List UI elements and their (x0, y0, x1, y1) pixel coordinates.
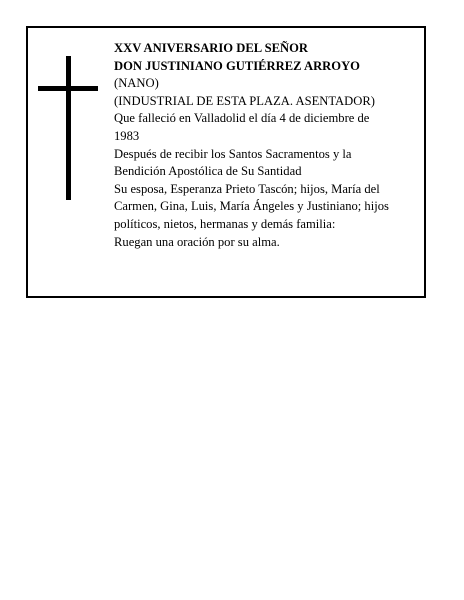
notice-family-line2: Carmen, Gina, Luis, María Ángeles y Justiniano; hijos (114, 199, 389, 214)
notice-family-line1: Su esposa, Esperanza Prieto Tascón; hijos, María del (114, 181, 380, 196)
notice-heading-line1: XXV ANIVERSARIO DEL SEÑOR (114, 41, 308, 55)
notice-family-line3: políticos, nietos, hermanas y demás familia: (114, 216, 336, 231)
notice-sacraments-line1: Después de recibir los Santos Sacramentos y la (114, 146, 352, 161)
cross-horizontal-bar (38, 86, 98, 91)
notice-occupation: (INDUSTRIAL DE ESTA PLAZA. ASENTADOR) (114, 93, 375, 108)
notice-text (114, 40, 418, 251)
cross-icon (38, 56, 98, 200)
notice-sacraments-line2: Bendición Apostólica de Su Santidad (114, 164, 302, 179)
notice-prayer: Ruegan una oración por su alma. (114, 234, 280, 249)
notice-death-line1: Que falleció en Valladolid el día 4 de diciembre de (114, 111, 370, 126)
notice-death-line2: 1983 (114, 128, 140, 143)
obituary-notice (26, 26, 426, 298)
notice-heading-line2: DON JUSTINIANO GUTIÉRREZ ARROYO (114, 58, 360, 73)
notice-nickname: (NANO) (114, 76, 159, 91)
cross-vertical-bar (66, 56, 71, 200)
